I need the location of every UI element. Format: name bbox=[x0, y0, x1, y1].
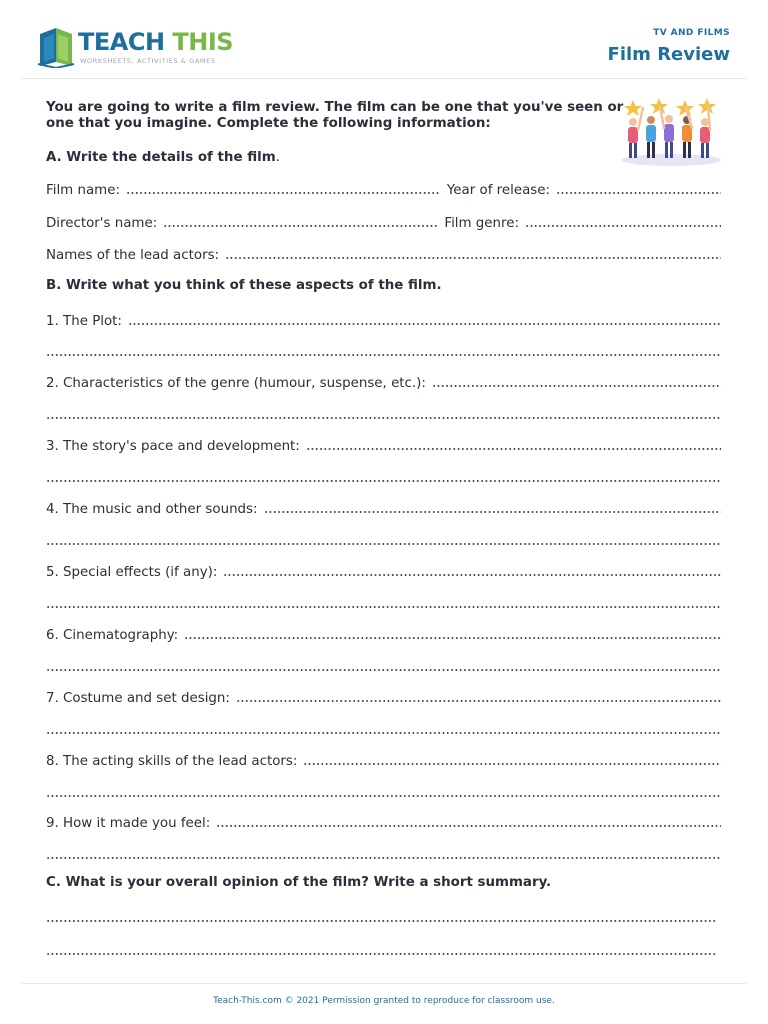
aspect-answer-line[interactable] bbox=[46, 479, 721, 483]
film-details-row-3 bbox=[46, 243, 721, 263]
aspect-label: 2. Characteristics of the genre (humour, suspense, etc.): bbox=[46, 376, 426, 391]
aspect-answer-line[interactable] bbox=[46, 542, 721, 546]
logo-this: THIS bbox=[172, 28, 234, 56]
aspect-item bbox=[46, 811, 721, 831]
aspect-label: 4. The music and other sounds: bbox=[46, 502, 258, 517]
aspect-continuation bbox=[46, 466, 721, 486]
aspect-item bbox=[46, 749, 721, 769]
section-a-heading-text: A. Write the details of the film bbox=[46, 150, 276, 165]
aspect-answer-line[interactable] bbox=[264, 510, 721, 514]
aspect-answer-line[interactable] bbox=[223, 573, 721, 577]
aspect-answer-line[interactable] bbox=[306, 447, 721, 451]
aspect-continuation bbox=[46, 403, 721, 423]
copyright-footer: Teach-This.com © 2021 Permission granted to reproduce for classroom use. bbox=[213, 996, 555, 1006]
aspect-continuation bbox=[46, 843, 721, 863]
worksheet-title: Film Review bbox=[607, 44, 730, 65]
aspect-item bbox=[46, 497, 721, 517]
logo-wordmark bbox=[78, 28, 233, 56]
aspect-answer-line[interactable] bbox=[303, 762, 721, 766]
film-details-row-1 bbox=[46, 178, 721, 198]
aspect-continuation bbox=[46, 529, 721, 549]
aspect-item bbox=[46, 560, 721, 580]
aspect-answer-line[interactable] bbox=[46, 856, 721, 860]
summary-line bbox=[46, 906, 717, 926]
aspect-answer-line[interactable] bbox=[432, 384, 721, 388]
aspect-item bbox=[46, 371, 721, 391]
aspect-answer-line[interactable] bbox=[46, 353, 721, 357]
directors-name-field[interactable] bbox=[163, 224, 438, 228]
aspect-label: 5. Special effects (if any): bbox=[46, 565, 218, 580]
film-genre-label: Film genre: bbox=[444, 216, 519, 231]
aspect-item bbox=[46, 309, 721, 329]
aspect-label: 6. Cinematography: bbox=[46, 628, 179, 643]
summary-line bbox=[46, 939, 717, 959]
lead-actors-field[interactable] bbox=[225, 256, 721, 260]
film-details-row-2 bbox=[46, 211, 721, 231]
aspect-answer-line[interactable] bbox=[46, 794, 721, 798]
footer-divider bbox=[22, 983, 746, 984]
section-c-heading: C. What is your overall opinion of the film? Write a short summary. bbox=[46, 875, 552, 890]
film-name-label: Film name: bbox=[46, 183, 120, 198]
worksheet-body bbox=[46, 100, 721, 890]
section-a-heading-period: . bbox=[275, 150, 280, 165]
aspect-answer-line[interactable] bbox=[46, 731, 721, 735]
section-a-heading bbox=[46, 150, 280, 165]
lead-actors-label: Names of the lead actors: bbox=[46, 248, 220, 263]
logo-tagline: WORKSHEETS, ACTIVITIES & GAMES bbox=[80, 57, 216, 65]
aspect-continuation bbox=[46, 781, 721, 801]
aspect-label: 8. The acting skills of the lead actors: bbox=[46, 754, 298, 769]
aspect-item bbox=[46, 434, 721, 454]
aspect-label: 9. How it made you feel: bbox=[46, 816, 211, 831]
aspect-label: 1. The Plot: bbox=[46, 314, 122, 329]
book-icon bbox=[36, 24, 76, 68]
aspect-item bbox=[46, 686, 721, 706]
teach-this-logo bbox=[36, 22, 234, 70]
intro-instructions: You are going to write a film review. The film can be one that you've seen or one that you imagine. Complete the following information: bbox=[46, 100, 624, 131]
logo-teach: TEACH bbox=[78, 28, 165, 56]
aspect-continuation bbox=[46, 340, 721, 360]
summary-answer-line[interactable] bbox=[46, 952, 717, 956]
aspect-continuation bbox=[46, 655, 721, 675]
aspect-answer-line[interactable] bbox=[46, 668, 721, 672]
directors-name-label: Director's name: bbox=[46, 216, 158, 231]
film-name-field[interactable] bbox=[126, 191, 441, 195]
aspect-label: 3. The story's pace and development: bbox=[46, 439, 300, 454]
year-of-release-label: Year of release: bbox=[446, 183, 550, 198]
aspect-continuation bbox=[46, 592, 721, 612]
aspect-continuation bbox=[46, 718, 721, 738]
year-of-release-field[interactable] bbox=[556, 191, 721, 195]
page-header bbox=[22, 18, 746, 79]
aspect-label: 7. Costume and set design: bbox=[46, 691, 230, 706]
aspect-answer-line[interactable] bbox=[216, 824, 721, 828]
aspect-answer-line[interactable] bbox=[236, 699, 721, 703]
aspect-answer-line[interactable] bbox=[46, 605, 721, 609]
audience-illustration bbox=[619, 98, 723, 168]
worksheet-category: TV AND FILMS bbox=[653, 28, 730, 38]
aspect-answer-line[interactable] bbox=[46, 416, 721, 420]
aspect-answer-line[interactable] bbox=[128, 322, 721, 326]
summary-answer-line[interactable] bbox=[46, 919, 717, 923]
aspect-answer-line[interactable] bbox=[184, 636, 721, 640]
section-b-heading: B. Write what you think of these aspects of the film. bbox=[46, 278, 442, 293]
aspect-item bbox=[46, 623, 721, 643]
film-genre-field[interactable] bbox=[525, 224, 721, 228]
